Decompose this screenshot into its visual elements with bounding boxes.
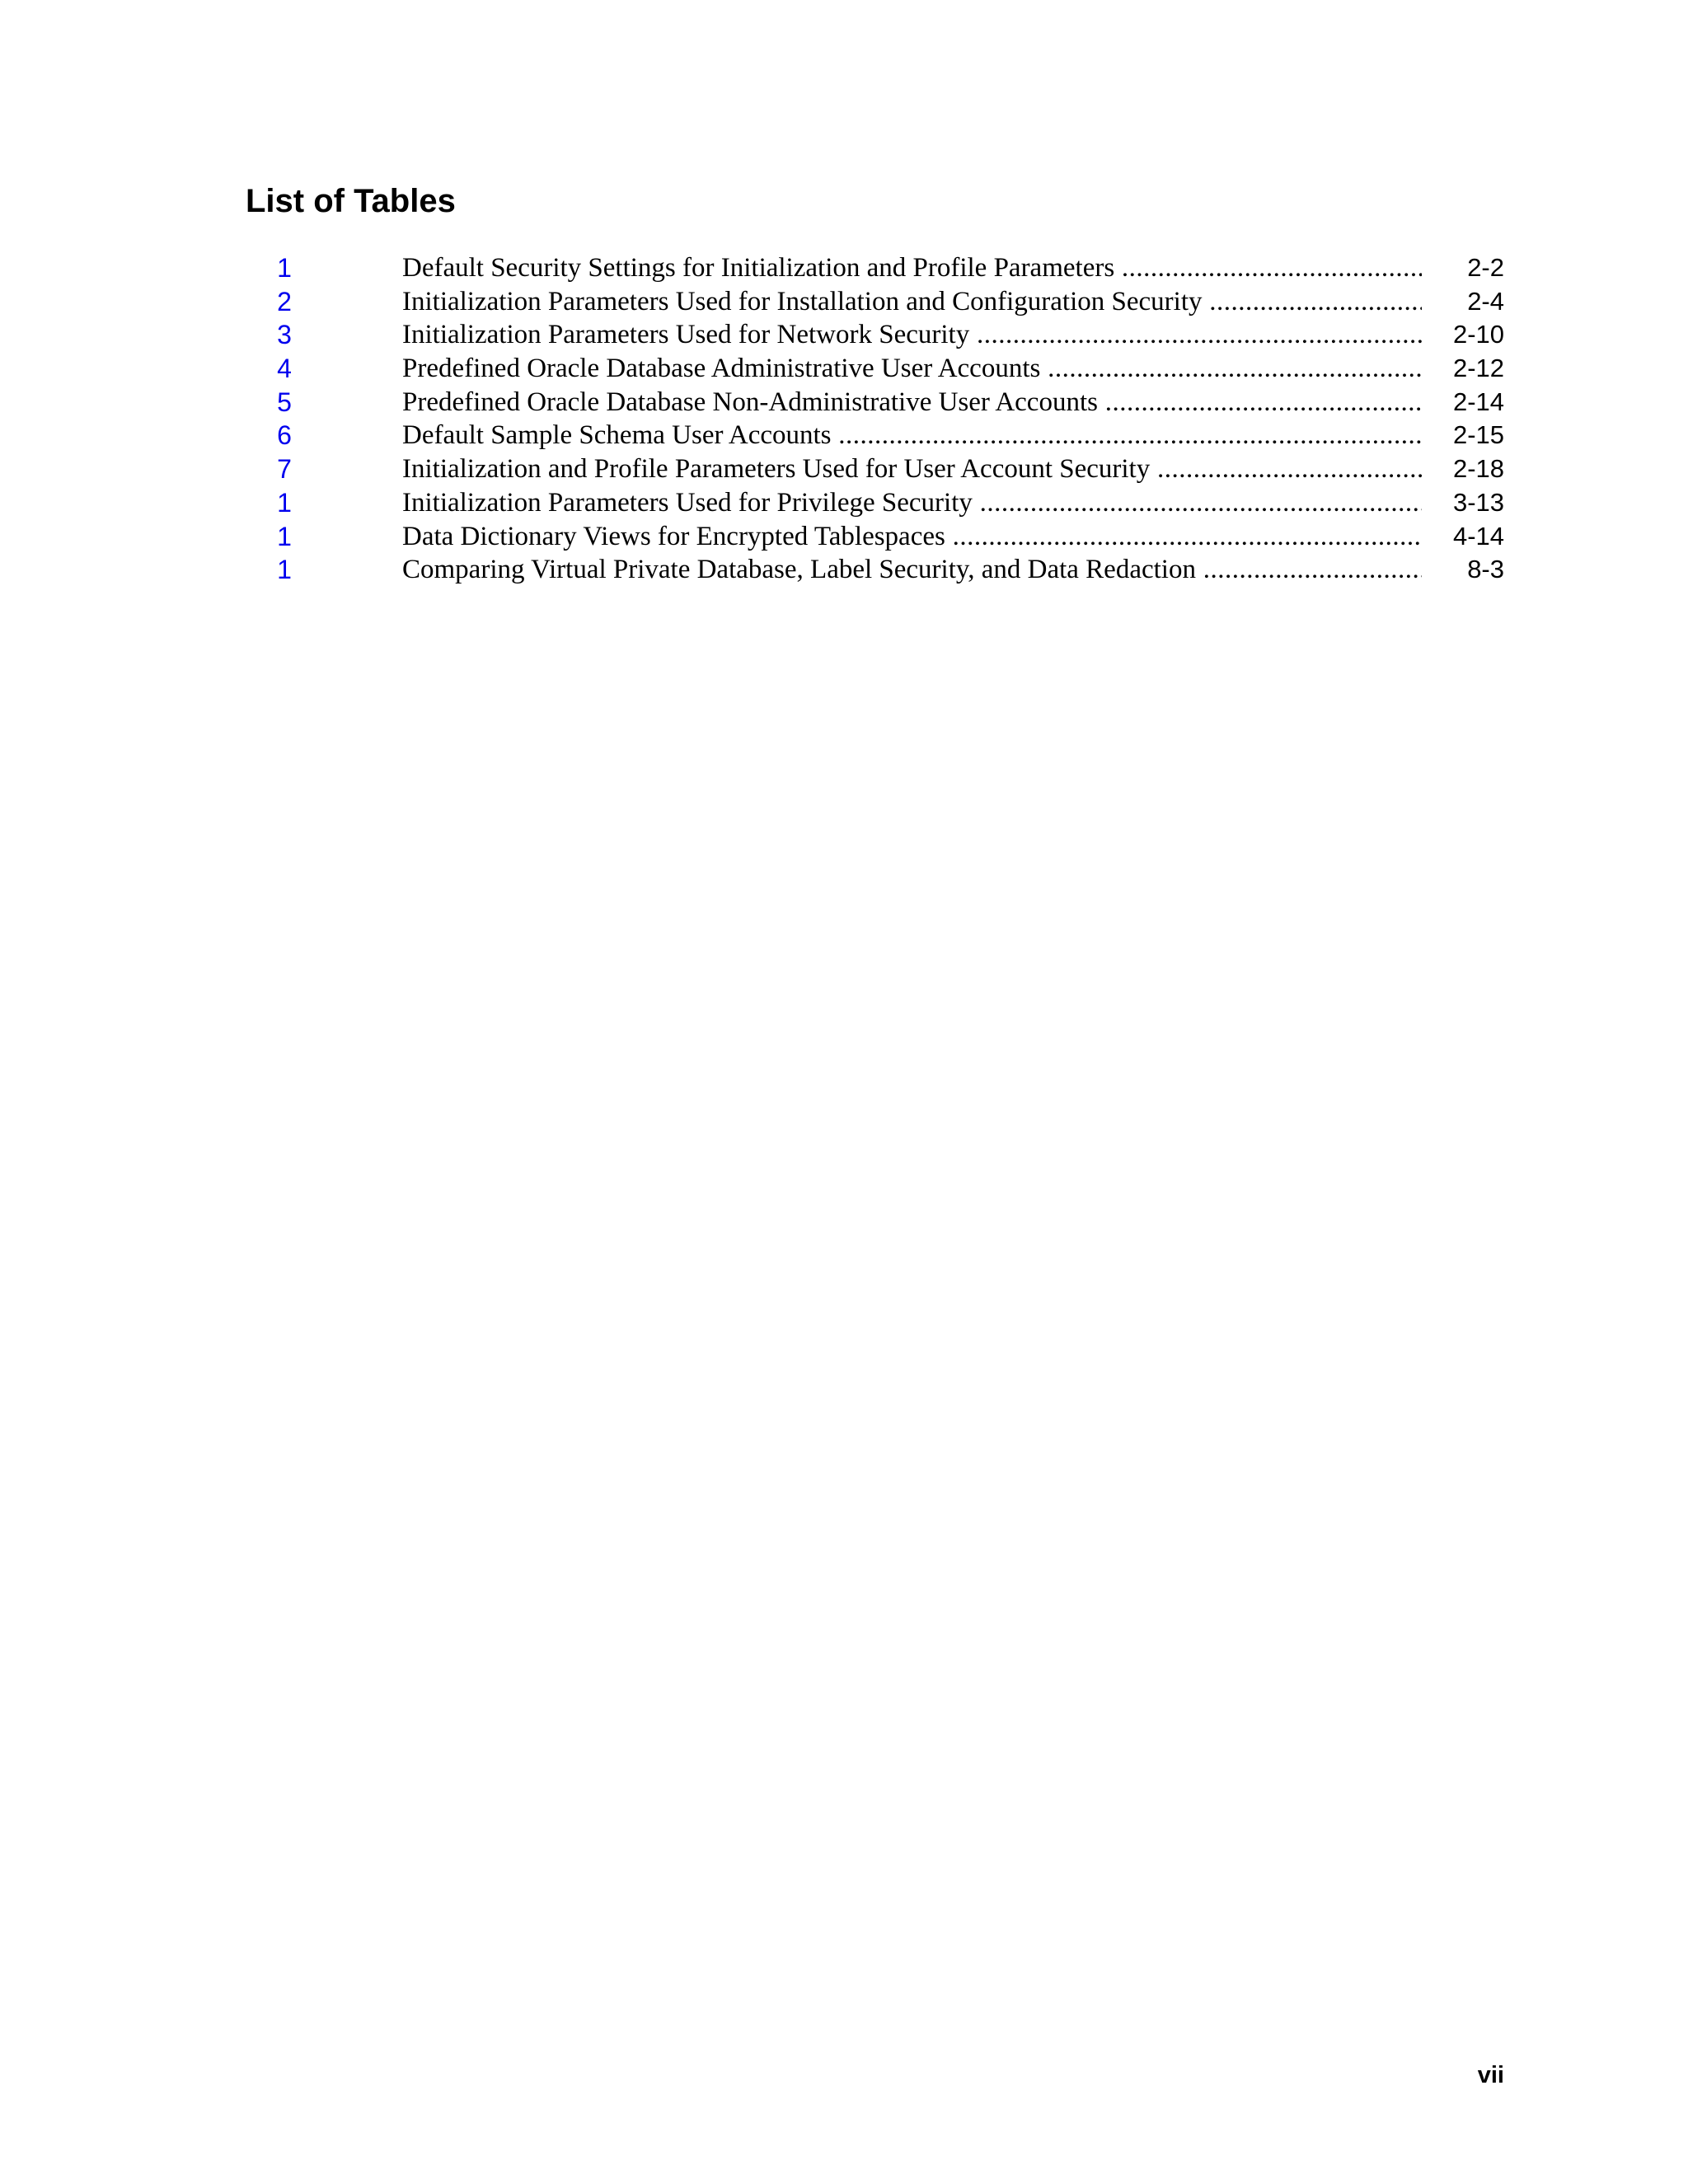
toc-number-link[interactable]: 4 [277,354,292,384]
toc-number-link[interactable]: 2 [277,286,292,316]
toc-page-number: 3-13 [1452,487,1504,517]
toc-number-link[interactable]: 1 [277,253,292,283]
toc-entry-title: Comparing Virtual Private Database, Label Security, and Data Redaction ..... [402,553,1422,586]
list-item [0,486,1688,520]
toc-number-link[interactable]: 1 [277,487,292,518]
page-title: List of Tables [246,183,456,219]
toc-page-number: 2-14 [1452,387,1504,416]
list-item [0,386,1688,419]
toc-page-number: 8-3 [1467,555,1504,584]
toc-page-number: 2-18 [1452,454,1504,484]
toc-page-number: 2-2 [1467,253,1504,282]
footer-page-number: vii [1477,2062,1504,2088]
list-item [0,419,1688,452]
toc-number-link[interactable]: 1 [277,521,292,551]
toc-page-number: 2-15 [1452,420,1504,450]
toc-number-link[interactable]: 5 [277,387,292,417]
list-item [0,352,1688,386]
toc-entry-title: Initialization Parameters Used for Installation and Configuration Security ..... [402,285,1422,318]
toc-page-number: 2-4 [1467,286,1504,316]
toc-entry-title: Data Dictionary Views for Encrypted Tablespaces ..... [402,520,1422,553]
list-item [0,285,1688,319]
toc-entry-title: Initialization and Profile Parameters Used for User Account Security ..... [402,452,1422,485]
table-of-contents-list [0,251,1688,587]
toc-number-link[interactable]: 6 [277,420,292,451]
toc-entry-title: Predefined Oracle Database Administrative User Accounts ..... [402,352,1422,385]
list-item [0,452,1688,486]
toc-entry-title: Default Sample Schema User Accounts ..... [402,419,1422,452]
toc-page-number: 4-14 [1452,521,1504,551]
toc-number-link[interactable]: 1 [277,555,292,585]
toc-page-number: 2-12 [1452,354,1504,383]
toc-entry-title: Default Security Settings for Initialization and Profile Parameters ..... [402,251,1422,284]
list-item [0,251,1688,285]
toc-page-number: 2-10 [1452,320,1504,349]
toc-entry-title: Initialization Parameters Used for Privilege Security ..... [402,486,1422,519]
list-item [0,318,1688,352]
toc-entry-title: Predefined Oracle Database Non-Administrative User Accounts ..... [402,386,1422,419]
toc-number-link[interactable]: 3 [277,320,292,350]
toc-entry-title: Initialization Parameters Used for Network Security ..... [402,318,1422,351]
toc-number-link[interactable]: 7 [277,454,292,485]
list-item [0,553,1688,587]
list-item [0,520,1688,554]
